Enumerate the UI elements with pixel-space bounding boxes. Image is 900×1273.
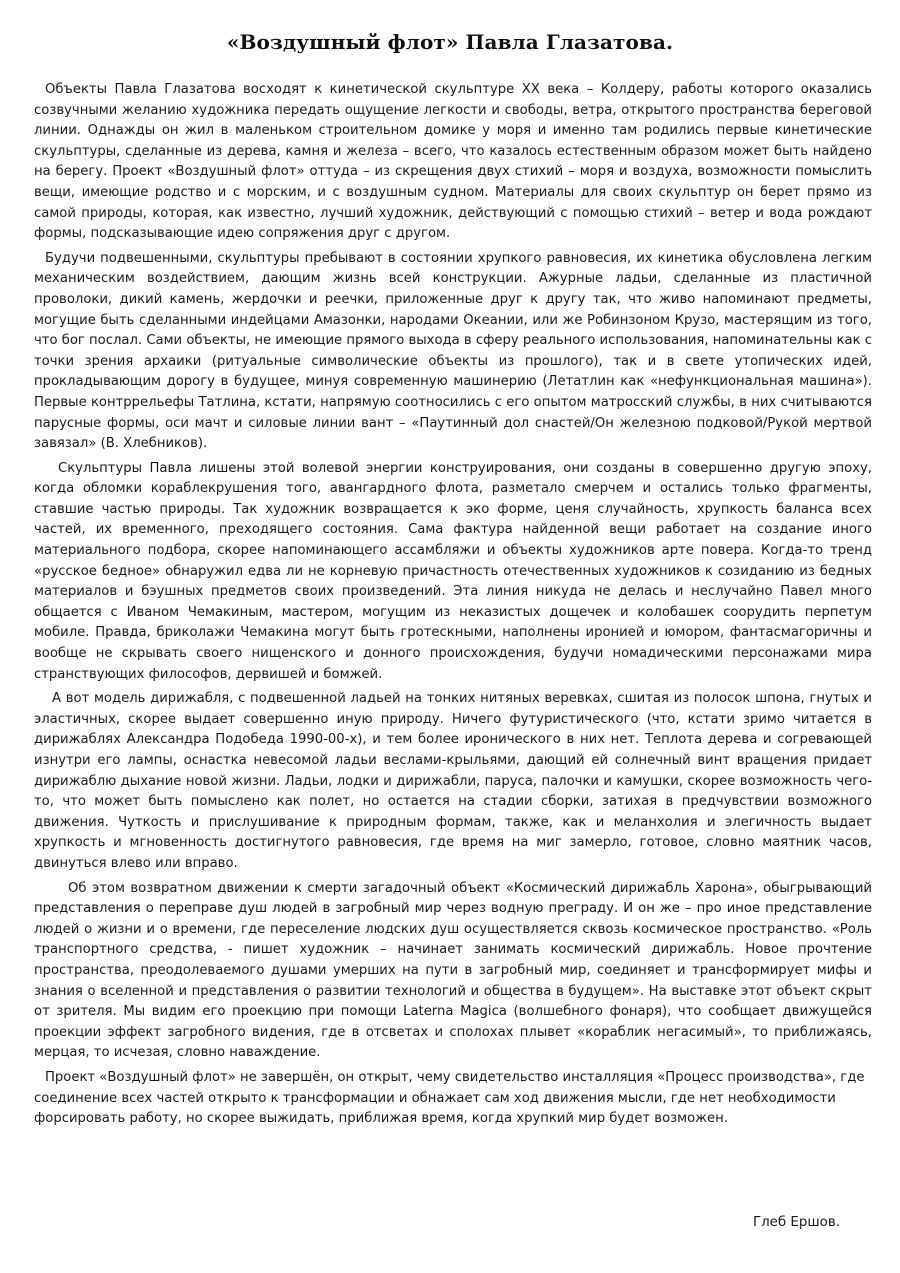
- author-signature: Глеб Ершов.: [752, 1215, 840, 1230]
- paragraph-4: А вот модель дирижабля, с подвешенной ладьей на тонких нитяных веревках, сшитая из полосок шпона, гнутых и эластичных, скорее выдает совершенно иную природу. Ничего футуристического (что, кстати зримо читается в дирижаблях Александра Подобеда 1990-00-х), и тем более иронического в них нет. Теплота дерева и согревающей изнутри его лампы, оснастка невесомой ладьи веслами-крыльями, дающий ей солнечный винт вращения придает дирижаблю дыхание новой жизни. Ладьи, лодки и дирижабли, паруса, палочки и камушки, скорее возможность чего-то, что может быть помыслено как полет, но остается на стадии сборки, затихая в предчувствии возможного движения. Чуткость и прислушивание к природным формам, также, как и меланхолия и элегичность выдает хрупкость и мгновенность достигнутого равновесия, где время на миг замерло, готовое, словно маятник часов, двинуться влево или вправо.: [34, 691, 872, 871]
- article-title: «Воздушный флот» Павла Глазатова.: [226, 30, 674, 54]
- paragraph-3: Скульптуры Павла лишены этой волевой энергии конструирования, они созданы в совершенно другую эпоху, когда обломки кораблекрушения того, авангардного флота, разметало смерчем и остались только фрагменты, ставшие частью природы. Так художник возвращается к эко форме, ценя случайность, хрупкость баланса всех частей, их временного, преходящего состояния. Сама фактура найденной вещи работает на создание иного материального подбора, скорее напоминающего ассамбляжи и объекты художников арте повера. Когда-то тренд «русское бедное» обнаружил едва ли не корневую причастность отечественных художников к созиданию из бедных материалов и бэушных предметов своих произведений. Эта линия никуда не делась и неслучайно Павел много общается с Иваном Чемакиным, мастером, могущим из неказистых дощечек и колобашек соорудить перпетум мобиле. Правда, бриколажи Чемакина могут быть гротескными, наполнены иронией и юмором, фантасмагоричны и вообще не скрывать своего нищенского и донного происхождения, будучи номадическими персонажами мира странствующих философов, дервишей и бомжей.: [34, 460, 872, 682]
- article-body: [34, 80, 872, 1134]
- paragraph-1: Объекты Павла Глазатова восходят к кинетической скульптуре XX века – Колдеру, работы которого оказались созвучными желанию художника передать ощущение легкости и свободы, ветра, открытого пространства береговой линии. Однажды он жил в маленьком строительном домике у моря и именно там родились первые кинетические скульптуры, сделанные из дерева, камня и железа – всего, что казалось естественным образом может быть найдено на берегу. Проект «Воздушный флот» оттуда – из скрещения двух стихий – моря и воздуха, возможности помыслить вещи, имеющие родство и с морским, и с воздушным судном. Материалы для своих скульптур он берет прямо из самой природы, которая, как известно, лучший художник, действующий с помощью стихий – ветер и вода рождают формы, подсказывающие идею сопряжения друг с другом.: [34, 82, 872, 242]
- paragraph-6: Проект «Воздушный флот» не завершён, он открыт, чему свидетельство инсталляция «Процесс производства», где соединение всех частей открыто к трансформации и обнажает сам ход движения мысли, где нет необходимости форсировать работу, но скорее выжидать, приближая время, когда хрупкий мир будет возможен.: [34, 1069, 865, 1127]
- paragraph-2: Будучи подвешенными, скульптуры пребывают в состоянии хрупкого равновесия, их кинетика обусловлена легким механическим воздействием, дающим жизнь всей конструкции. Ажурные ладьи, сделанные из пластичной проволоки, дикий камень, жердочки и реечки, приложенные друг к другу так, что живо напоминают предметы, могущие быть сделанными индейцами Амазонки, народами Океании, или же Робинзоном Крузо, мастерящим из того, что бог послал. Сами объекты, не имеющие прямого выхода в сферу реального использования, напоминательны как с точки зрения архаики (ритуальные символические объекты из прошлого), так и в свете утопических идей, прокладывающим дорогу в будущее, минуя современную машинерию (Летатлин как «нефункциональная машина»). Первые контррельефы Татлина, кстати, напрямую соотносились с его опытом матросский службы, в них считываются парусные формы, оси мачт и силовые линии вант – «Паутинный дол снастей/Он железною подковой/Рукой мертвой завязал» (В. Хлебников).: [34, 250, 872, 452]
- paragraph-5: Об этом возвратном движении к смерти загадочный объект «Космический дирижабль Харона», обыгрывающий представления о переправе душ людей в загробный мир через водную преграду. И он же – про иное представление людей о жизни и о времени, где переселение людских душ осуществляется сквозь космическое пространство. «Роль транспортного средства, - пишет художник – начинает занимать космический дирижабль. Новое прочтение пространства, преодолеваемого душами умерших на пути в загробный мир, соединяет и трансформирует мифы и знания о вселенной и представления о развитии технологий и общества в будущем». На выставке этот объект скрыт от зрителя. Мы видим его проекцию при помощи Laterna Magica (волшебного фонаря), что сообщает движущейся проекции эффект загробного видения, где в отсветах и сполохах плывет «кораблик негасимый», то приближаясь, мерцая, то исчезая, словно наваждение.: [34, 880, 872, 1061]
